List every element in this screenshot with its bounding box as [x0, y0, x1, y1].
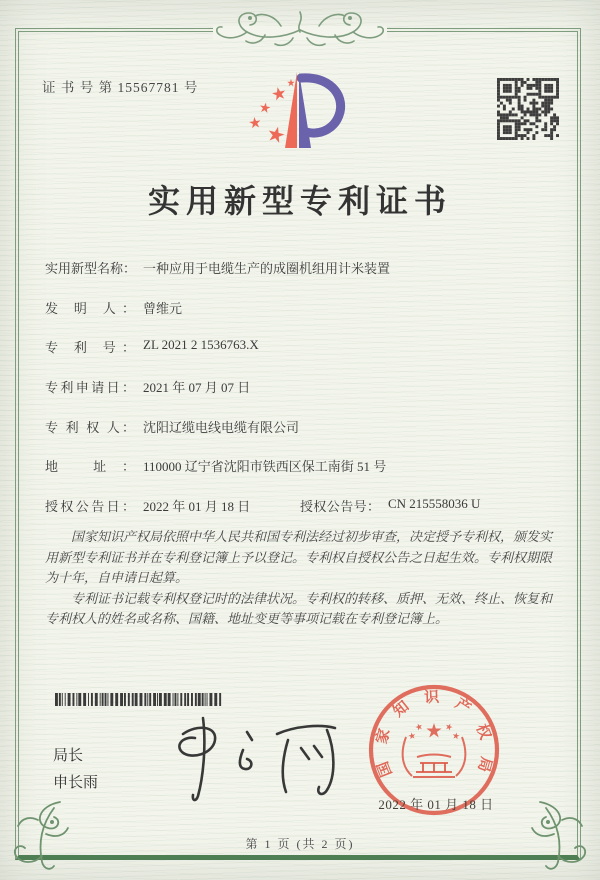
qr-code	[497, 78, 559, 140]
field-label: 专 利 号：	[45, 340, 135, 355]
field-value: ZL 2021 2 1536763.X	[143, 337, 259, 352]
field-label: 专 利 权 人：	[45, 420, 135, 435]
legal-paragraph-1: 国家知识产权局依照中华人民共和国专利法经过初步审查，决定授予专利权，颁发实用新型专利证书并在专利登记簿上予以登记。专利权自授权公告之日起生效。专利权期限为十年，自申请日起算。	[45, 529, 553, 585]
legal-text	[45, 527, 561, 630]
field-label: 专利申请日：	[45, 380, 135, 395]
field-row-address	[45, 456, 565, 475]
field-label: 发 明 人：	[45, 301, 135, 316]
field-label: 实用新型名称：	[45, 261, 137, 276]
field-label: 授权公告日：	[45, 499, 135, 514]
field-value: 沈阳辽缆电线电缆有限公司	[143, 420, 300, 435]
field-row-inventor	[45, 298, 565, 317]
legal-paragraph-2: 专利证书记载专利权登记时的法律状况。专利权的转移、质押、无效、终止、恢复和专利权人的姓名或名称、国籍、地址变更等事项记载在专利登记簿上。	[45, 590, 553, 626]
field-row-name	[45, 258, 565, 277]
field-row-patentee	[45, 417, 565, 436]
field-label: 地 址：	[45, 459, 135, 474]
field-value: 110000 辽宁省沈阳市铁西区保工南街 51 号	[143, 459, 387, 474]
field-value: 2022 年 01 月 18 日	[143, 499, 251, 514]
signer-name: 申长雨	[53, 774, 99, 791]
field-pair-grant-number	[300, 496, 480, 515]
signer-block	[53, 742, 98, 796]
field-row-filing-date	[45, 377, 565, 396]
top-ornament	[195, 2, 405, 50]
field-value: 曾维元	[143, 301, 183, 316]
field-value: CN 215558036 U	[388, 496, 481, 511]
seal-date: 2022 年 01 月 18 日	[378, 797, 494, 812]
seal-text: 国家知识产权局	[374, 689, 494, 779]
director-signature-icon	[155, 712, 350, 804]
field-value: 2021 年 07 月 07 日	[143, 380, 251, 395]
page-number: 第 1 页 (共 2 页)	[245, 837, 355, 851]
field-row-grant	[45, 496, 565, 515]
certificate-title: 实用新型专利证书	[147, 183, 452, 219]
field-row-patent-no	[45, 337, 565, 356]
barcode	[55, 693, 225, 706]
cnipa-logo-icon	[245, 66, 350, 158]
signer-title: 局长	[53, 747, 84, 764]
certificate-number: 证 书 号 第 15567781 号	[42, 80, 199, 95]
field-label: 授权公告号：	[300, 499, 380, 514]
field-value: 一种应用于电缆生产的成圈机组用计米装置	[143, 261, 391, 276]
